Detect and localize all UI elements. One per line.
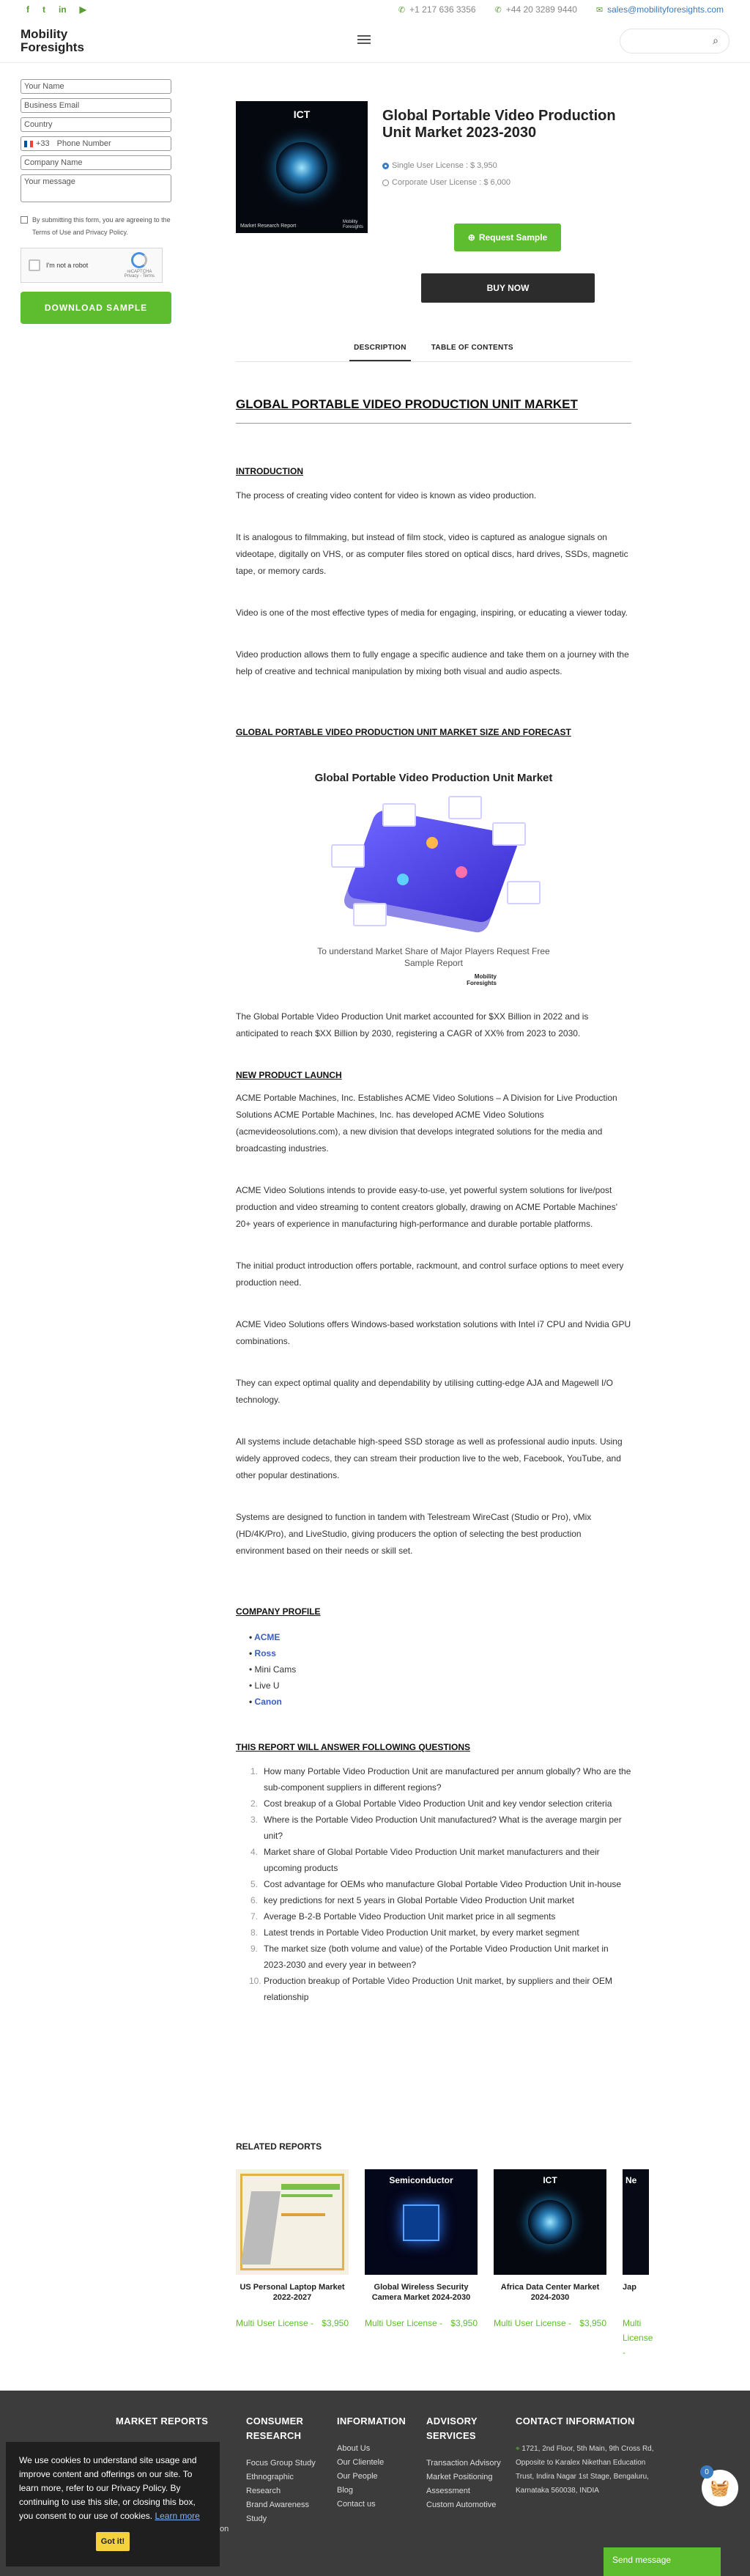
related-card-license: Multi User License -: [494, 2318, 572, 2328]
logo-line-2: Foresights: [21, 40, 84, 54]
cookie-banner: [6, 2442, 220, 2566]
question-item: 10. Production breakup of Portable Video Production Unit market, by suppliers and their OEM relationship: [249, 1976, 613, 2002]
license-corporate-radio[interactable]: [382, 180, 389, 186]
infographic-illustration: [309, 793, 558, 944]
related-reports: [236, 2141, 750, 2360]
footer-consumer-research: [246, 2414, 319, 2526]
license-single[interactable]: [382, 161, 497, 170]
footer-heading: CONSUMER RESEARCH: [246, 2416, 304, 2441]
related-card[interactable]: [623, 2169, 653, 2360]
size-forecast-heading: GLOBAL PORTABLE VIDEO PRODUCTION UNIT MARKET SIZE AND FORECAST: [236, 727, 571, 737]
social-links: [26, 4, 86, 15]
question-item: 9. The market size (both volume and value) of the Portable Video Production Unit market in 2023-2030 and every year in between?: [250, 1944, 609, 1970]
footer-link[interactable]: Our Clientele: [337, 2458, 385, 2467]
related-card-tag: Semiconductor: [389, 2175, 453, 2185]
related-card-price: $3,950: [579, 2318, 606, 2328]
footer-market-reports: [116, 2414, 208, 2429]
footer-link[interactable]: Ethnographic Research: [246, 2473, 294, 2495]
cookie-learn-more[interactable]: Learn more: [155, 2511, 200, 2521]
cart-count-badge: 0: [700, 2465, 713, 2479]
product-title: Global Portable Video Production Unit Market 2023-2030: [382, 108, 616, 141]
related-card-tag: ICT: [543, 2175, 557, 2185]
cover-globe-graphic: [276, 142, 327, 193]
tab-table-of-contents[interactable]: TABLE OF CONTENTS: [431, 344, 513, 352]
youtube-icon[interactable]: ▶: [79, 4, 86, 15]
mail-icon: ✉: [595, 5, 604, 15]
intro-paragraph: Video is one of the most effective types of media for engaging, inspiring, or educating a viewer today.: [236, 608, 628, 618]
download-sample-button[interactable]: DOWNLOAD SAMPLE: [21, 292, 171, 324]
related-card-title[interactable]: Global Wireless Security Camera Market 2024-2030: [371, 2283, 471, 2302]
report-cover-image: [236, 101, 368, 233]
related-card-price: $3,950: [322, 2318, 349, 2328]
license-corporate-label: Corporate User License : $ 6,000: [392, 178, 511, 187]
question-item: 5. Cost advantage for OEMs who manufacture Global Portable Video Production Unit in-house: [250, 1879, 622, 1889]
question-item: 7. Average B-2-B Portable Video Production Unit market price in all segments: [250, 1911, 556, 1922]
location-pin-icon: ⌖: [516, 2445, 522, 2453]
phone-uk-text: +44 20 3289 9440: [505, 4, 577, 15]
recaptcha-checkbox[interactable]: [29, 259, 40, 271]
sample-request-form: [21, 79, 171, 324]
footer-heading: CONTACT INFORMATION: [516, 2416, 635, 2426]
email-text: sales@mobilityforesights.com: [607, 4, 724, 15]
phone-us[interactable]: [398, 4, 476, 15]
launch-paragraph: Systems are designed to function in tandem with Telestream WireCast (Studio or Pro), vMix (HD/4K/Pro), and LiveStudio, giving producers the option of selecting the best production environment based on their needs or skill set.: [236, 1512, 592, 1556]
menu-icon[interactable]: [357, 35, 371, 46]
product-launch-heading: NEW PRODUCT LAUNCH: [236, 1070, 342, 1080]
launch-paragraph: ACME Portable Machines, Inc. Establishes ACME Video Solutions – A Division for Live Production Solutions ACME Portable Machines, Inc. has developed ACME Video Solutions (acmevideosolutions.com), a new division that develops integrated solutions for the media and broadcasting industries.: [236, 1093, 617, 1154]
footer-link[interactable]: Blog: [337, 2486, 354, 2495]
question-item: 3. Where is the Portable Video Production Unit manufactured? What is the average margin per unit?: [250, 1815, 622, 1841]
related-card-title[interactable]: Jap: [623, 2283, 636, 2292]
related-card-image: [623, 2169, 649, 2275]
phone-us-text: +1 217 636 3356: [409, 4, 476, 15]
request-sample-label: Request Sample: [478, 232, 548, 243]
footer-link[interactable]: Custom Automotive: [426, 2501, 497, 2509]
twitter-icon[interactable]: t: [42, 4, 45, 15]
related-card[interactable]: [236, 2169, 349, 2360]
recaptcha-links[interactable]: Privacy - Terms: [124, 274, 155, 278]
question-item: 1. How many Portable Video Production Unit are manufactured per annum globally? Who are the sub-component suppliers in different regions?: [250, 1766, 631, 1793]
footer-partial-link[interactable]: on: [220, 2525, 229, 2533]
phone-placeholder: Phone Number: [56, 139, 111, 148]
launch-paragraph: The initial product introduction offers portable, rackmount, and control surface options to meet every production need.: [236, 1261, 624, 1288]
company-item-live-u: • Live U: [249, 1678, 631, 1694]
related-card[interactable]: [494, 2169, 606, 2360]
cover-category-tag: ICT: [293, 108, 311, 120]
cart-icon[interactable]: [702, 2470, 738, 2506]
questions-list: [249, 1763, 631, 2005]
infographic-logo: Mobility Foresights: [467, 973, 497, 986]
license-single-radio[interactable]: [382, 163, 389, 169]
send-message-button[interactable]: Send message: [604, 2547, 721, 2576]
intro-paragraph: Video production allows them to fully engage a specific audience and take them on a journey with the help of creative and technical manipulation by mixing both visual and audio aspects.: [236, 649, 629, 676]
question-item: 2. Cost breakup of a Global Portable Video Production Unit and key vendor selection criteria: [250, 1798, 612, 1809]
company-item-canon[interactable]: • Canon: [249, 1694, 631, 1710]
name-field[interactable]: Your Name: [21, 79, 171, 94]
company-list: [249, 1629, 631, 1710]
related-card-image: [494, 2169, 606, 2275]
questions-heading: THIS REPORT WILL ANSWER FOLLOWING QUESTIONS: [236, 1742, 470, 1752]
phone-uk[interactable]: [495, 4, 577, 15]
related-card-image: [236, 2169, 349, 2275]
search-input[interactable]: [620, 29, 729, 53]
linkedin-icon[interactable]: in: [59, 4, 67, 15]
company-profile-heading: COMPANY PROFILE: [236, 1606, 321, 1617]
company-item-mini-cams: • Mini Cams: [249, 1661, 631, 1678]
buy-now-button[interactable]: BUY NOW: [421, 273, 595, 303]
footer-link[interactable]: About Us: [337, 2444, 371, 2453]
article-title: GLOBAL PORTABLE VIDEO PRODUCTION UNIT MARKET: [236, 396, 631, 424]
footer-link[interactable]: Market Positioning Assessment: [426, 2473, 493, 2495]
related-card-title[interactable]: US Personal Laptop Market 2022-2027: [240, 2283, 345, 2302]
plus-circle-icon: ⊕: [467, 232, 475, 243]
footer-link[interactable]: Focus Group Study: [246, 2459, 316, 2468]
email-link[interactable]: [596, 4, 724, 15]
question-item: 6. key predictions for next 5 years in Global Portable Video Production Unit market: [250, 1895, 574, 1905]
logo-line-1: Mobility: [21, 26, 68, 41]
license-single-label: Single User License : $ 3,950: [392, 161, 497, 170]
footer-link[interactable]: Transaction Advisory: [426, 2459, 501, 2468]
site-logo[interactable]: [21, 28, 108, 54]
related-heading: RELATED REPORTS: [236, 2141, 322, 2152]
related-cards: [236, 2169, 750, 2360]
intro-paragraph: It is analogous to filmmaking, but instead of film stock, video is captured as analogue signals on videotape, digitally on VHS, or as computer files stored on optical discs, hard drives, SSDs, magnetic tape, or memory cards.: [236, 532, 628, 576]
consent-text: By submitting this form, you are agreeing to the Terms of Use and Privacy Policy.: [32, 216, 171, 236]
france-flag-icon[interactable]: [24, 141, 33, 147]
recaptcha-badge: [125, 252, 155, 278]
recaptcha-icon: [131, 252, 147, 268]
search-icon[interactable]: ⌕: [713, 34, 719, 46]
launch-paragraph: ACME Video Solutions offers Windows-based workstation solutions with Intel i7 CPU and Nvidia GPU combinations.: [236, 1319, 631, 1346]
company-field[interactable]: Company Name: [21, 155, 171, 170]
email-field[interactable]: Business Email: [21, 98, 171, 113]
footer-contact: [516, 2414, 655, 2498]
intro-paragraph: The process of creating video content for video is known as video production.: [236, 490, 537, 501]
top-bar: [0, 0, 750, 19]
market-infographic[interactable]: [309, 770, 558, 986]
site-header: [0, 19, 750, 63]
footer-link[interactable]: Brand Awareness Study: [246, 2501, 310, 2523]
infographic-title: Global Portable Video Production Unit Market: [314, 772, 553, 784]
recaptcha-widget: [21, 248, 163, 283]
tab-description[interactable]: DESCRIPTION: [349, 337, 411, 361]
license-corporate[interactable]: [382, 178, 510, 187]
message-field[interactable]: Your message: [21, 174, 171, 202]
consent-checkbox[interactable]: [21, 216, 28, 224]
launch-paragraph: ACME Video Solutions intends to provide easy-to-use, yet powerful system solutions for live/post production and video streaming to content creators globally, drawing on ACME Portable Machines' 20+ years of experience in manufacturing high-performance and durable portable platforms.: [236, 1185, 618, 1229]
request-sample-button[interactable]: [454, 224, 561, 251]
phone-field[interactable]: [21, 136, 171, 151]
related-card-license: Multi User License -: [365, 2318, 443, 2328]
launch-paragraph: All systems include detachable high-speed SSD storage as well as professional audio inputs. Using widely approved codecs, they can stream their production live to the web, Facebook, YouTube, and other popular destinations.: [236, 1436, 623, 1480]
country-field[interactable]: Country: [21, 117, 171, 132]
related-card-image: [365, 2169, 478, 2275]
size-paragraph: The Global Portable Video Production Unit market accounted for $XX Billion in 2022 and is anticipated to reach $XX Billion by 2030, registering a CAGR of XX% from 2023 to 2030.: [236, 1011, 589, 1038]
report-description: [236, 396, 631, 2005]
footer-heading: ADVISORY SERVICES: [426, 2416, 478, 2441]
footer-heading: INFORMATION: [337, 2416, 406, 2426]
recaptcha-brand: reCAPTCHA: [127, 270, 152, 274]
related-card-license: Multi License -: [623, 2318, 653, 2358]
contact-info: [398, 4, 724, 15]
cookie-accept-button[interactable]: Got it!: [96, 2532, 130, 2551]
phone-code[interactable]: +33: [36, 139, 50, 148]
launch-paragraph: They can expect optimal quality and dependability by utilising cutting-edge AJA and Magewell I/O technology.: [236, 1378, 613, 1405]
related-card-title[interactable]: Africa Data Center Market 2024-2030: [500, 2283, 600, 2302]
footer-link[interactable]: Contact us: [337, 2500, 376, 2509]
phone-icon: ✆: [494, 5, 502, 15]
intro-heading: INTRODUCTION: [236, 466, 303, 476]
related-card-price: $3,950: [450, 2318, 478, 2328]
company-item-ross[interactable]: • Ross: [249, 1645, 631, 1661]
company-item-acme[interactable]: • ACME: [249, 1629, 631, 1645]
recaptcha-label: I'm not a robot: [46, 262, 89, 269]
cover-label: Market Research Report: [240, 224, 297, 229]
related-card[interactable]: [365, 2169, 478, 2360]
footer-address: ⌖ 1721, 2nd Floor, 5th Main, 9th Cross Rd, Opposite to Karalex Nikethan Education Trust, Indira Nagar 1st Stage, Bengaluru, Karnataka 560038, INDIA: [516, 2445, 654, 2495]
phone-icon: ✆: [398, 5, 406, 15]
question-item: 8. Latest trends in Portable Video Production Unit market, by every market segment: [250, 1927, 579, 1938]
footer-heading[interactable]: MARKET REPORTS: [116, 2416, 209, 2426]
footer-information: [337, 2414, 407, 2512]
infographic-caption: To understand Market Share of Major Players Request Free Sample Report: [317, 946, 550, 968]
related-card-license: Multi User License -: [236, 2318, 314, 2328]
related-card-tag: Ne: [625, 2175, 637, 2185]
question-item: 4. Market share of Global Portable Video Production Unit market manufacturers and their upcoming products: [250, 1847, 600, 1873]
footer-advisory: [426, 2414, 507, 2512]
content-tabs: [236, 337, 631, 362]
consent-row: [21, 214, 171, 239]
facebook-icon[interactable]: f: [26, 4, 29, 15]
cover-brand: Mobility Foresights: [342, 220, 363, 229]
footer-link[interactable]: Our People: [337, 2472, 378, 2481]
cookie-text: We use cookies to understand site usage and improve content and offerings on our site. To learn more, refer to our Privacy Policy. By continuing to use this site, or closing this box, you consent to our use of cookies.: [19, 2455, 197, 2521]
basket-icon: 🧺: [710, 2479, 730, 2497]
